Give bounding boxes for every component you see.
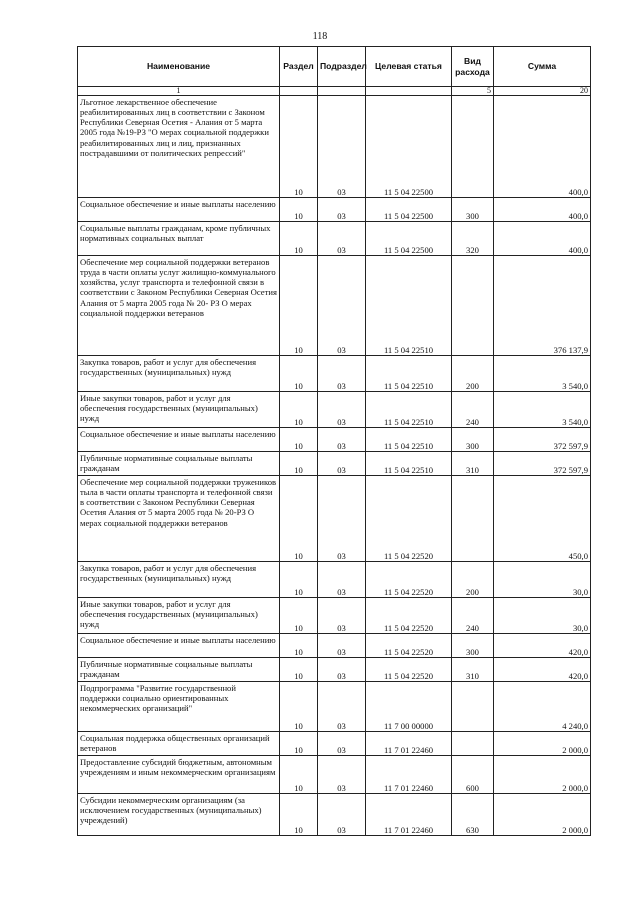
row-section: 10: [280, 476, 318, 562]
row-subsection: 03: [318, 256, 366, 356]
table-row: [78, 562, 591, 598]
row-subsection: 03: [318, 476, 366, 562]
row-expense-type: 200: [452, 356, 494, 392]
row-sum: 30,0: [494, 598, 591, 634]
row-section: 10: [280, 392, 318, 428]
row-name: Социальное обеспечение и иные выплаты населению: [78, 428, 280, 452]
row-expense-type: 300: [452, 634, 494, 658]
row-expense-type: 630: [452, 794, 494, 836]
row-target: 11 7 01 22460: [366, 794, 452, 836]
row-sum: 30,0: [494, 562, 591, 598]
row-name: Льготное лекарственное обеспечение реабилитированных лиц в соответствии с Законом Республики Северная Осетия - Алания от 5 марта 2005 года №19-РЗ "О мерах социальной поддержки реабилитированных лиц и лиц, признанных пострадавшими от политических репрессий": [78, 96, 280, 198]
row-expense-type: 200: [452, 562, 494, 598]
row-subsection: 03: [318, 392, 366, 428]
table-row: [78, 452, 591, 476]
row-subsection: 03: [318, 682, 366, 732]
row-expense-type: 600: [452, 756, 494, 794]
row-sum: 3 540,0: [494, 356, 591, 392]
row-expense-type: [452, 682, 494, 732]
row-expense-type: 310: [452, 658, 494, 682]
row-section: 10: [280, 562, 318, 598]
row-expense-type: 240: [452, 598, 494, 634]
row-subsection: 03: [318, 658, 366, 682]
row-target: 11 5 04 22520: [366, 598, 452, 634]
row-target: 11 5 04 22500: [366, 96, 452, 198]
row-name: Закупка товаров, работ и услуг для обеспечения государственных (муниципальных) нужд: [78, 356, 280, 392]
table-row: [78, 256, 591, 356]
row-target: 11 5 04 22520: [366, 476, 452, 562]
row-section: 10: [280, 756, 318, 794]
row-sum: 376 137,9: [494, 256, 591, 356]
table-row: [78, 794, 591, 836]
numbering-sum: 20: [494, 87, 591, 96]
row-section: 10: [280, 658, 318, 682]
row-expense-type: 240: [452, 392, 494, 428]
row-target: 11 5 04 22500: [366, 198, 452, 222]
row-section: 10: [280, 634, 318, 658]
row-expense-type: [452, 476, 494, 562]
row-subsection: 03: [318, 732, 366, 756]
row-expense-type: 300: [452, 428, 494, 452]
table-row: [78, 598, 591, 634]
row-subsection: 03: [318, 452, 366, 476]
row-subsection: 03: [318, 198, 366, 222]
table-row: [78, 634, 591, 658]
row-name: Субсидии некоммерческим организациям (за исключением государственных (муниципальных) учреждений): [78, 794, 280, 836]
row-sum: 2 000,0: [494, 756, 591, 794]
row-target: 11 5 04 22510: [366, 428, 452, 452]
row-sum: 4 240,0: [494, 682, 591, 732]
table-row: [78, 756, 591, 794]
row-name: Подпрограмма "Развитие государственной поддержки социально ориентированных некоммерческих организаций": [78, 682, 280, 732]
row-subsection: 03: [318, 96, 366, 198]
header-target: Целевая статья: [366, 47, 452, 87]
header-name: Наименование: [78, 47, 280, 87]
row-name: Публичные нормативные социальные выплаты гражданам: [78, 452, 280, 476]
row-section: 10: [280, 428, 318, 452]
row-sum: 420,0: [494, 634, 591, 658]
numbering-first: 1: [78, 87, 280, 96]
row-subsection: 03: [318, 222, 366, 256]
row-section: 10: [280, 96, 318, 198]
row-section: 10: [280, 794, 318, 836]
row-name: Обеспечение мер социальной поддержки ветеранов труда в части оплаты услуг жилищно-коммунального хозяйства, услуг транспорта и телефонной связи в соответствии с Законом Республики Северная Осетия Алания от 5 марта 2005 года № 20- РЗ О мерах социальной поддержки ветеранов: [78, 256, 280, 356]
table-row: [78, 222, 591, 256]
row-expense-type: 320: [452, 222, 494, 256]
table-row: [78, 356, 591, 392]
row-target: 11 7 00 00000: [366, 682, 452, 732]
row-sum: 372 597,9: [494, 452, 591, 476]
row-expense-type: [452, 256, 494, 356]
row-name: Социальные выплаты гражданам, кроме публичных нормативных социальных выплат: [78, 222, 280, 256]
row-sum: 372 597,9: [494, 428, 591, 452]
budget-table: [77, 46, 591, 836]
row-subsection: 03: [318, 756, 366, 794]
row-section: 10: [280, 256, 318, 356]
row-subsection: 03: [318, 598, 366, 634]
row-section: 10: [280, 356, 318, 392]
row-target: 11 5 04 22510: [366, 452, 452, 476]
row-target: 11 5 04 22510: [366, 392, 452, 428]
header-subsection: Подраздел: [318, 47, 366, 87]
row-name: Иные закупки товаров, работ и услуг для обеспечения государственных (муниципальных) нужд: [78, 598, 280, 634]
row-target: 11 5 04 22520: [366, 658, 452, 682]
row-subsection: 03: [318, 634, 366, 658]
row-sum: 2 000,0: [494, 794, 591, 836]
row-name: Социальная поддержка общественных организаций ветеранов: [78, 732, 280, 756]
row-name: Публичные нормативные социальные выплаты гражданам: [78, 658, 280, 682]
row-name: Социальное обеспечение и иные выплаты населению: [78, 198, 280, 222]
table-body: [78, 96, 591, 836]
row-target: 11 5 04 22520: [366, 634, 452, 658]
row-sum: 2 000,0: [494, 732, 591, 756]
row-name: Социальное обеспечение и иные выплаты населению: [78, 634, 280, 658]
row-target: 11 7 01 22460: [366, 732, 452, 756]
row-section: 10: [280, 682, 318, 732]
row-name: Предоставление субсидий бюджетным, автономным учреждениям и иным некоммерческим организациям: [78, 756, 280, 794]
table-row: [78, 96, 591, 198]
table-row: [78, 476, 591, 562]
header-expense-type: Вид расхода: [452, 47, 494, 87]
header-sum: Сумма: [494, 47, 591, 87]
table-row: [78, 732, 591, 756]
table-row: [78, 198, 591, 222]
numbering-type: 5: [452, 87, 494, 96]
row-target: 11 5 04 22510: [366, 256, 452, 356]
row-target: 11 5 04 22500: [366, 222, 452, 256]
numbering-row: [78, 87, 591, 96]
row-section: 10: [280, 598, 318, 634]
row-expense-type: [452, 96, 494, 198]
header-row: [78, 47, 591, 87]
row-name: Иные закупки товаров, работ и услуг для обеспечения государственных (муниципальных) нужд: [78, 392, 280, 428]
row-expense-type: 300: [452, 198, 494, 222]
table-row: [78, 428, 591, 452]
table-row: [78, 658, 591, 682]
row-target: 11 5 04 22520: [366, 562, 452, 598]
page-number: 118: [312, 31, 328, 42]
row-name: Закупка товаров, работ и услуг для обеспечения государственных (муниципальных) нужд: [78, 562, 280, 598]
header-section: Раздел: [280, 47, 318, 87]
row-expense-type: [452, 732, 494, 756]
row-section: 10: [280, 222, 318, 256]
row-sum: 400,0: [494, 96, 591, 198]
row-target: 11 7 01 22460: [366, 756, 452, 794]
row-sum: 400,0: [494, 198, 591, 222]
row-sum: 450,0: [494, 476, 591, 562]
row-target: 11 5 04 22510: [366, 356, 452, 392]
row-subsection: 03: [318, 356, 366, 392]
row-section: 10: [280, 198, 318, 222]
row-subsection: 03: [318, 794, 366, 836]
row-section: 10: [280, 452, 318, 476]
table-row: [78, 392, 591, 428]
row-expense-type: 310: [452, 452, 494, 476]
row-sum: 400,0: [494, 222, 591, 256]
table-row: [78, 682, 591, 732]
row-subsection: 03: [318, 428, 366, 452]
row-sum: 3 540,0: [494, 392, 591, 428]
row-name: Обеспечение мер социальной поддержки тружеников тыла в части оплаты транспорта и телефонной связи в соответствии с Законом Республики Северная Осетия Алания от 5 марта 2005 года № 20-РЗ О мерах социальной поддержки ветеранов: [78, 476, 280, 562]
row-section: 10: [280, 732, 318, 756]
row-sum: 420,0: [494, 658, 591, 682]
row-subsection: 03: [318, 562, 366, 598]
